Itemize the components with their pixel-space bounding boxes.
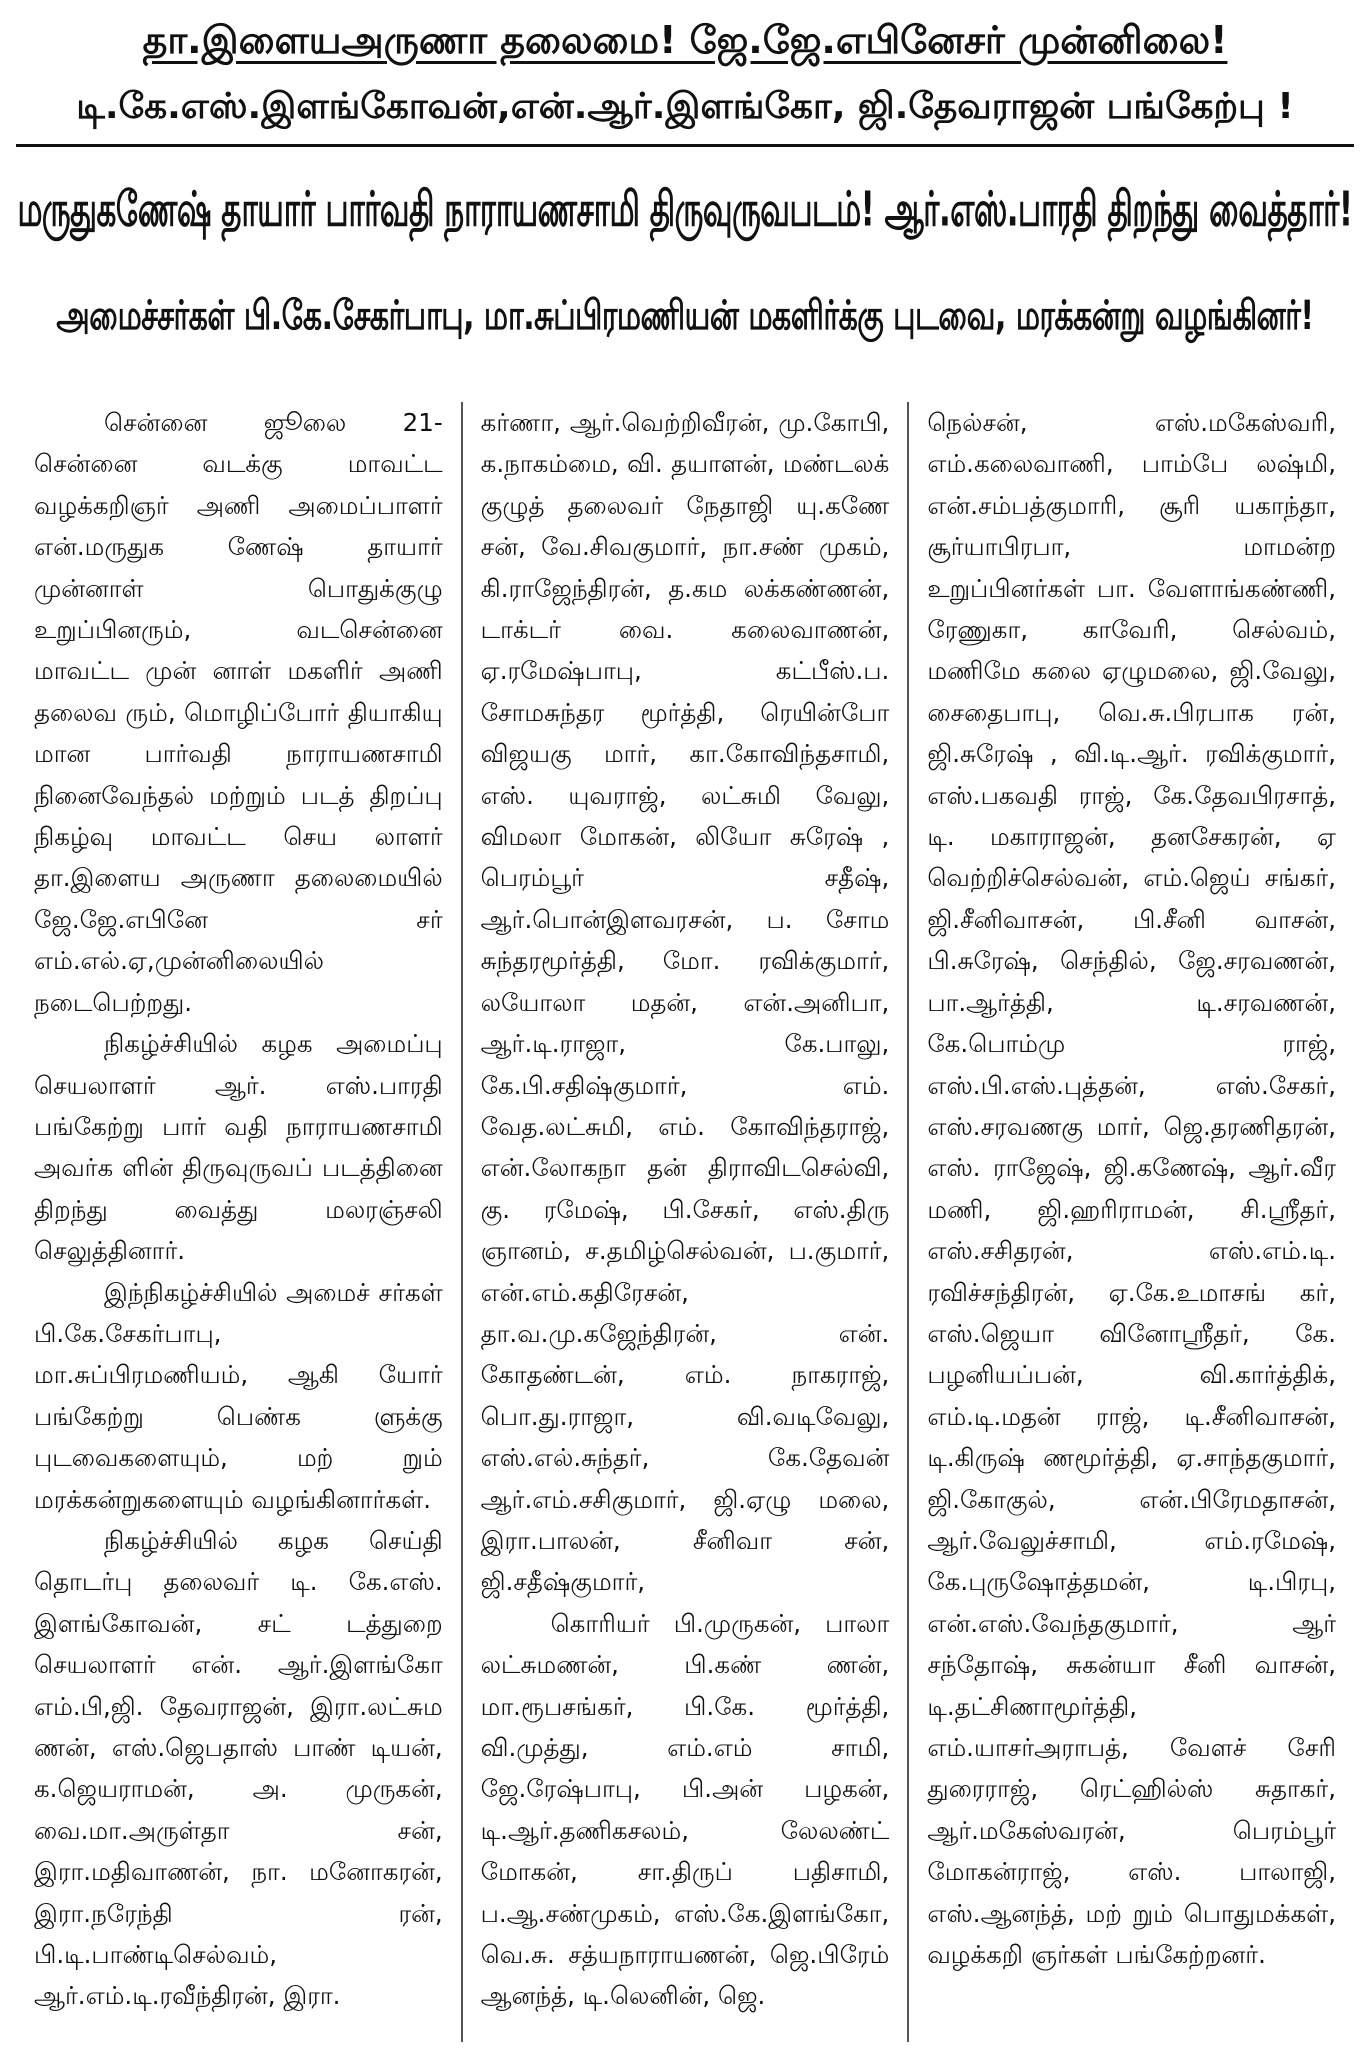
paragraph: நெல்சன், எஸ்.மகேஸ்வரி, எம்.கலைவாணி, பாம்பே லஷ்மி, என்.சம்பத்குமாரி, சூரி யகாந்தா, சூர்யாபிரபா, மாமன்ற உறுப்பினர்கள் பா. வேளாங்கண்ணி, ரேணுகா, காவேரி, செல்வம், மணிமே கலை ஏழுமலை, ஜி.வேலு, சைதைபாபு, வெ.சு.பிரபாக ரன், ஜி.சுரேஷ் , வி.டி.ஆர். ரவிக்குமார், எஸ்.பகவதி ராஜ், கே.தேவபிரசாத், டி. மகாராஜன், தனசேகரன், ஏ வெற்றிச்செல்வன், எம்.ஜெய் சங்கர், ஜி.சீனிவாசன், பி.சீனி வாசன், பி.சுரேஷ், செந்தில், ஜே.சரவணன், பா.ஆர்த்தி, டி.சரவணன், கே.பொம்மு ராஜ், எஸ்.பி.எஸ்.புத்தன், எஸ்.சேகர், எஸ்.சரவணகு மார், ஜெ.தரணிதரன், எஸ். ராஜேஷ், ஜி.கணேஷ், ஆர்.வீர மணி, ஜி.ஹரிராமன், சி.ஸ்ரீதர், எஸ்.சசிதரன், எஸ்.எம்.டி. ரவிச்சந்திரன், ஏ.கே.உமாசங் கர், எஸ்.ஜெயா வினோஸ்ரீதர், கே. பழனியப்பன், வி.கார்த்திக், எம்.டி.மதன் ராஜ், டி.சீனிவாசன், டி.கிருஷ் ணமூர்த்தி, ஏ.சாந்தகுமார், ஜி.கோகுல், என்.பிரேமதாசன், ஆர்.வேலுச்சாமி, எம்.ரமேஷ், கே.புருஷோத்தமன், டி.பிரபு, என்.எஸ்.வேந்தகுமார், ஆர் சந்தோஷ், சுகன்யா சீனி வாசன், டி.தட்சிணாமூர்த்தி, எம்.யாசர்அராபத், வேளச் சேரி துரைராஜ், ரெட்ஹில்ஸ் சுதாகர், ஆர்.மகேஸ்வரன், பெரம்பூர் மோகன்ராஜ், எஸ். பாலாஜி, எஸ்.ஆனந்த், மற் றும் பொதுமக்கள், வழக்கறி ஞர்கள் பங்கேற்றனர். [927, 408, 1337, 1970]
headline-1-text: தா.இளையஅருணா தலைமை! ஜே.ஜே.எபினேசர் முன்னிலை! [142, 18, 1228, 62]
article-column-1 [16, 402, 461, 2042]
article-column-2 [461, 402, 908, 2042]
paragraph: கர்ணா, ஆர்.வெற்றிவீரன், மு.கோபி, க.நாகம்மை, வி. தயாளன், மண்டலக் குழுத் தலைவர் நேதாஜி யு.கணே சன், வே.சிவகுமார், நா.சண் முகம், கி.ராஜேந்திரன், த.கம லக்கண்ணன், டாக்டர் வை. கலைவாணன், ஏ.ரமேஷ்பாபு, கட்பீஸ்.ப. சோமசுந்தர மூர்த்தி, ரெயின்போ விஜயகு மார், கா.கோவிந்தசாமி, எஸ். யுவராஜ், லட்சுமி வேலு, விமலா மோகன், லியோ சுரேஷ் , பெரம்பூர் சதீஷ், ஆர்.பொன்இளவரசன், ப. சோம சுந்தரமூர்த்தி, மோ. ரவிக்குமார், லயோலா மதன், என்.அனிபா, ஆர்.டி.ராஜா, கே.பாலு, கே.பி.சதிஷ்குமார், எம். வேத.லட்சுமி, எம். கோவிந்தராஜ், என்.லோகநா தன் திராவிடசெல்வி, கு. ரமேஷ், பி.சேகர், எஸ்.திரு ஞானம், ச.தமிழ்செல்வன், ப.குமார், என்.எம்.கதிரேசன், தா.வ.மு.கஜேந்திரன், என். கோதண்டன், எம். நாகராஜ், பொ.து.ராஜா, வி.வடிவேலு, எஸ்.எல்.சுந்தர், கே.தேவன் ஆர்.எம்.சசிகுமார், ஜி.ஏழு மலை, இரா.பாலன், சீனிவா சன், ஜி.சதீஷ்குமார், [480, 408, 890, 1597]
paragraph: கொரியர் பி.முருகன், பாலா லட்சுமணன், பி.கண் ணன், மா.ரூபசங்கர், பி.கே. மூர்த்தி, வி.முத்து, எம்.எம் சாமி, ஜே.ரேஷ்பாபு, பி.அன் பழகன், டி.ஆர்.தணிகசலம், லேலண்ட் மோகன், சா.திருப் பதிசாமி, ப.ஆ.சண்முகம், எஸ்.கே.இளங்கோ, வெ.சு. சத்யநாராயணன், ஜெ.பிரேம் ஆனந்த், டி.லெனின், ஜெ. [480, 1608, 890, 2011]
article-column-3 [907, 402, 1354, 2042]
headline-4: அமைச்சர்கள் பி.கே.சேகர்பாபு, மா.சுப்பிரமணியன் மகளிர்க்கு புடவை, மரக்கன்று வழங்கினர்! [56, 292, 1314, 340]
paragraph: நிகழ்ச்சியில் கழக அமைப்பு செயலாளர் ஆர். எஸ்.பாரதி பங்கேற்று பார் வதி நாராயணசாமி அவர்க ளின் திருவுருவப் படத்தினை திறந்து வைத்து மலரஞ்சலி செலுத்தினார். [34, 1029, 443, 1266]
paragraph: நிகழ்ச்சியில் கழக செய்தி தொடர்பு தலைவர் டி. கே.எஸ். இளங்கோவன், சட் டத்துறை செயலாளர் என். ஆர்.இளங்கோ எம்.பி,ஜி. தேவராஜன், இரா.லட்சும ணன், எஸ்.ஜெபதாஸ் பாண் டியன், க.ஜெயராமன், அ. முருகன், வை.மா.அருள்தா சன், இரா.மதிவாணன், நா. மனோகரன், இரா.நரேந்தி ரன், பி.டி.பாண்டிசெல்வம், ஆர்.எம்.டி.ரவீந்திரன், இரா. [34, 1525, 443, 2011]
paragraph: சென்னை ஜூலை 21- சென்னை வடக்கு மாவட்ட வழக்கறிஞர் அணி அமைப்பாளர் என்.மருதுக ணேஷ் தாயார் முன்னாள் பொதுக்குழு உறுப்பினரும், வடசென்னை மாவட்ட முன் னாள் மகளிர் அணி தலைவ ரும், மொழிப்போர் தியாகியு மான பார்வதி நாராயணசாமி நினைவேந்தல் மற்றும் படத் திறப்பு நிகழ்வு மாவட்ட செய லாளர் தா.இளைய அருணா தலைமையில் ஜே.ஜே.எபினே சர் எம்.எல்.ஏ,முன்னிலையில் நடைபெற்றது. [34, 408, 443, 1017]
headline-3: மருதுகணேஷ் தாயார் பார்வதி நாராயணசாமி திருவுருவபடம்! ஆர்.எஸ்.பாரதி திறந்து வைத்தார்! [17, 182, 1353, 238]
article-body [16, 402, 1354, 2042]
headline-1 [16, 0, 1354, 70]
paragraph: இந்நிகழ்ச்சியில் அமைச் சர்கள் பி.கே.சேகர்பாபு, மா.சுப்பிரமணியம், ஆகி யோர் பங்கேற்று பெண்க ளுக்கு புடவைகளையும், மற் றும் மரக்கன்றுகளையும் வழங்கினார்கள். [34, 1277, 443, 1514]
headline-2: டி.கே.எஸ்.இளங்கோவன்,என்.ஆர்.இளங்கோ, ஜி.தேவராஜன் பங்கேற்பு ! [76, 86, 1294, 127]
